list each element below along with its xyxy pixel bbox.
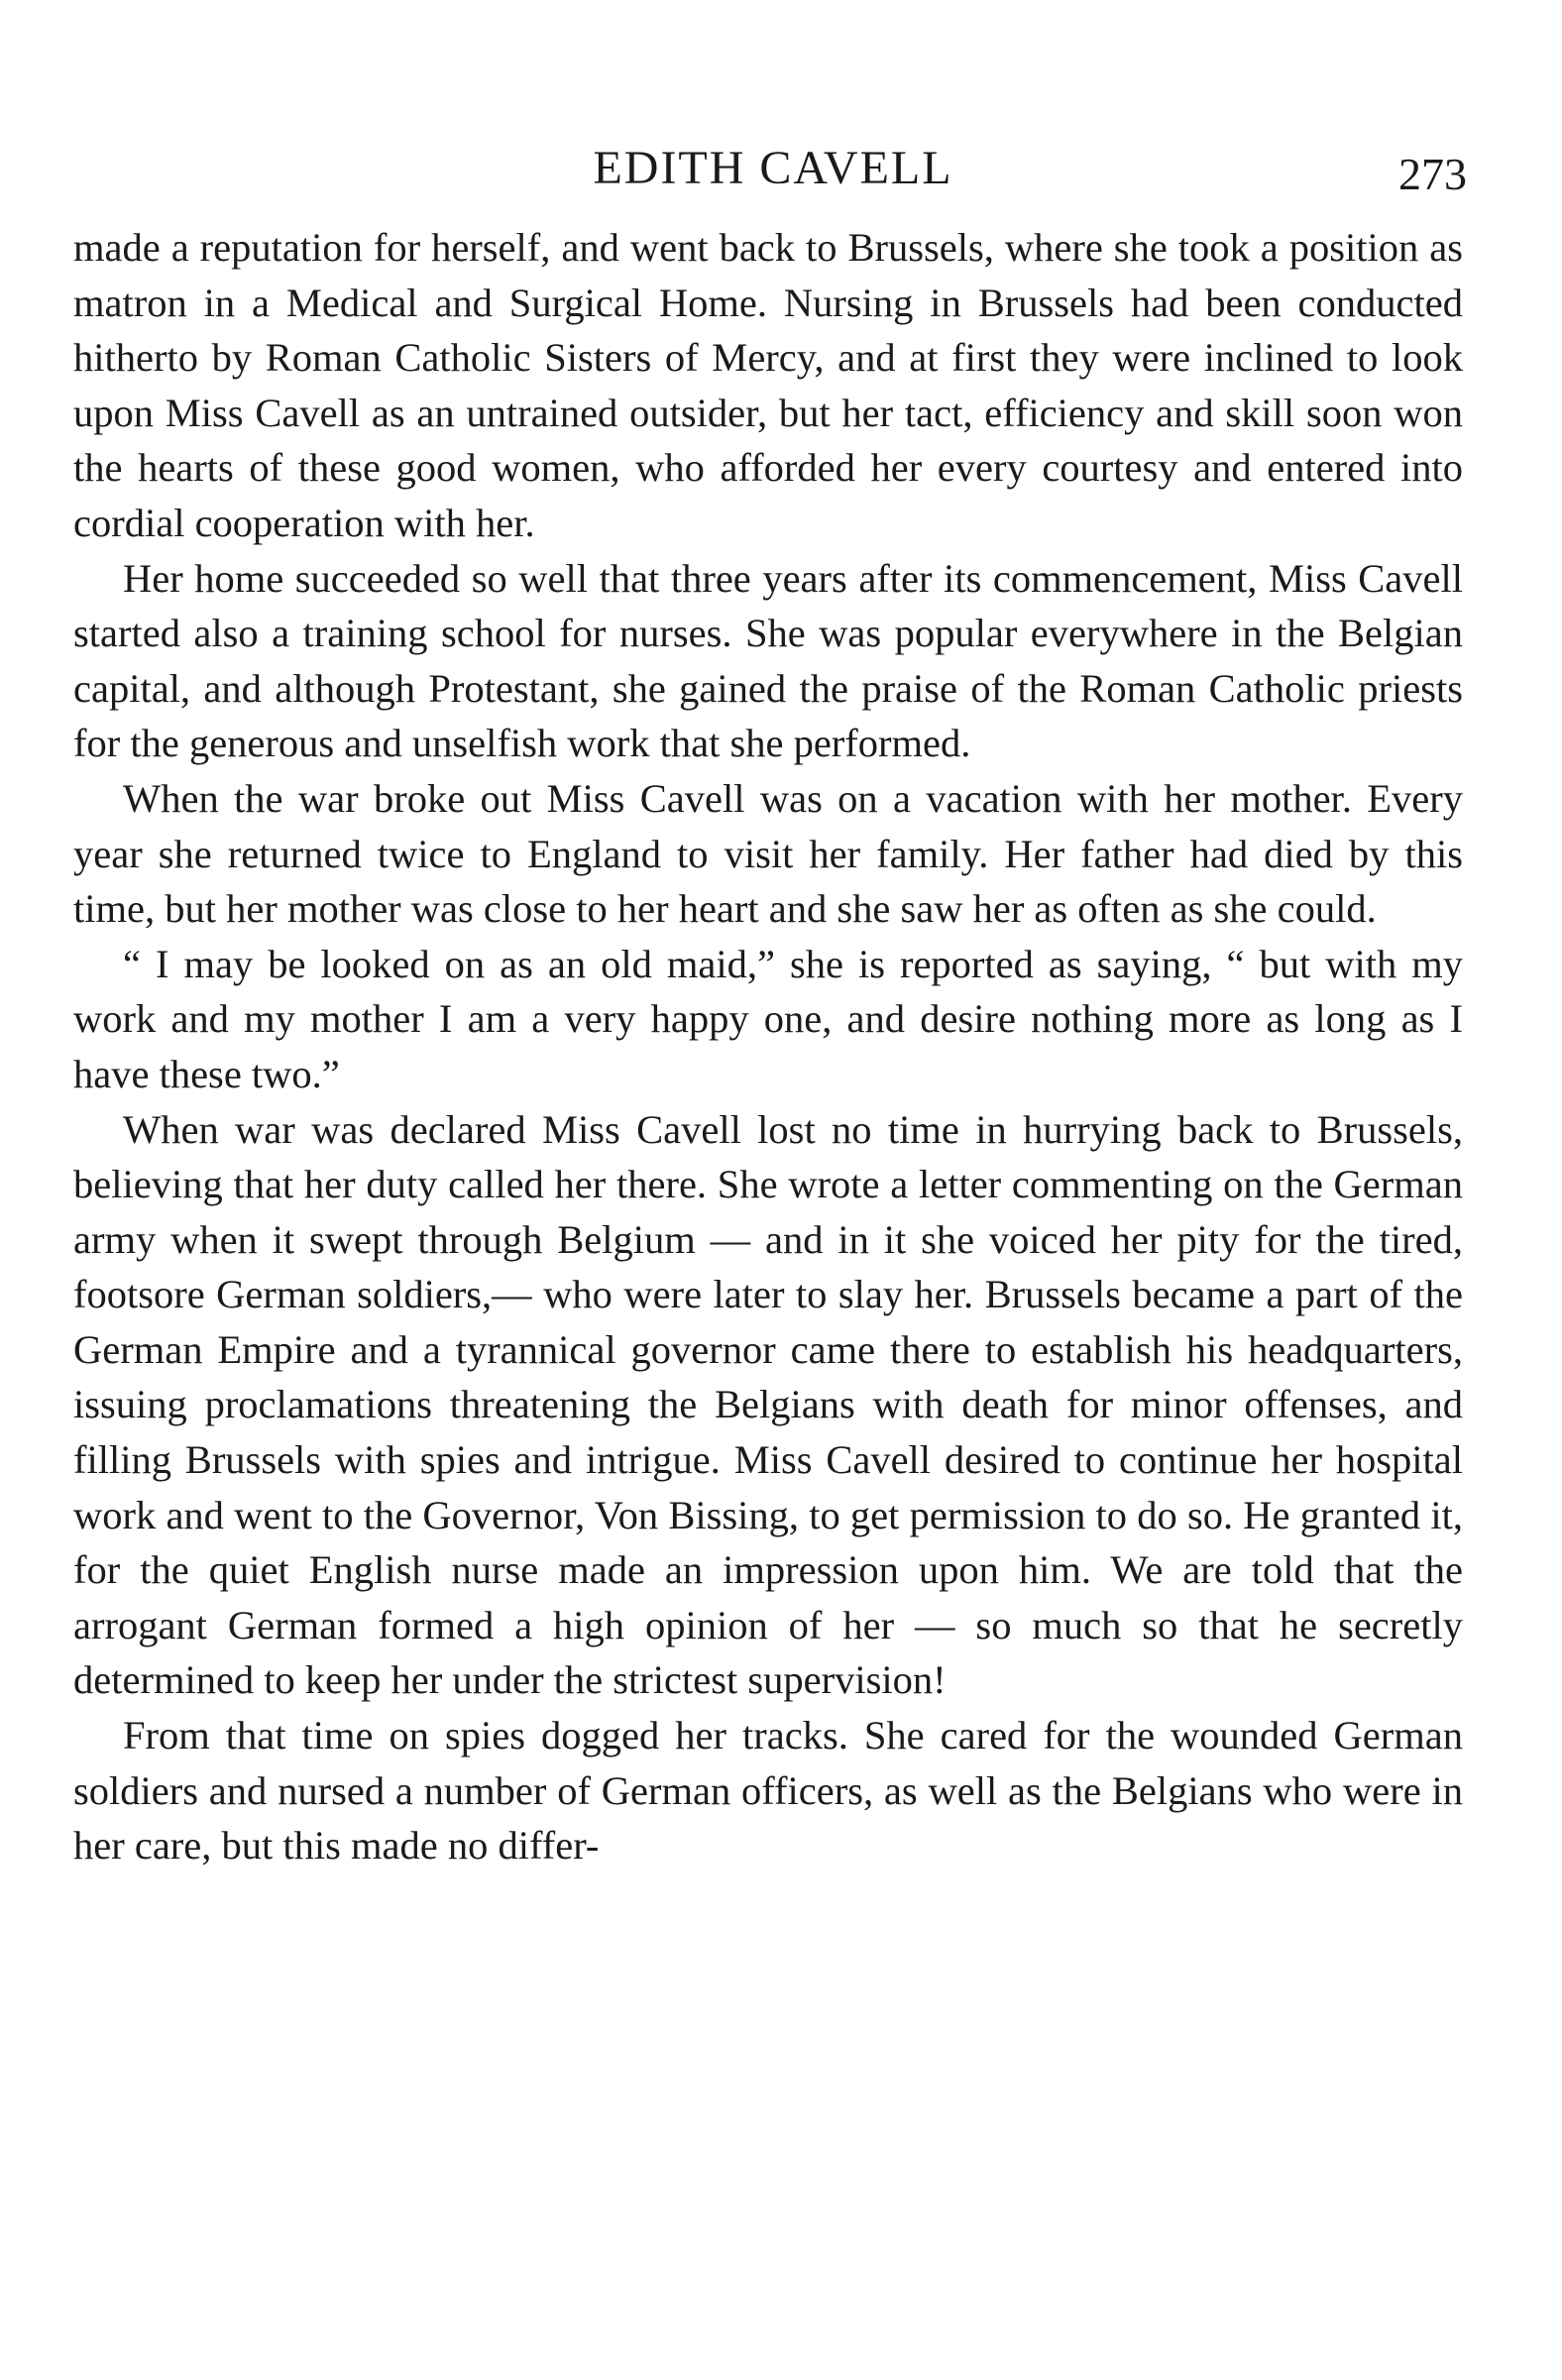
paragraph-3: When the war broke out Miss Cavell was on a vacation with her mother. Every year she returned twice to England to visit her family. Her father had died by this time, but her mother was close to her heart and she saw her as often as she could. — [73, 775, 1463, 932]
paragraph-4: “ I may be looked on as an old maid,” she is reported as saying, “ but with my work and my mother I am a very happy one, and desire nothing more as long as I have these two.” — [73, 941, 1463, 1096]
paragraph-2: Her home succeeded so well that three years after its commencement, Miss Cavell started also a training school for nurses. She was popular everywhere in the Belgian capital, and although Protestant, she gained the praise of the Roman Catholic priests for the generous and unselfish work that she performed. — [73, 555, 1463, 766]
page-number: 273 — [1398, 149, 1467, 199]
paragraph-6: From that time on spies dogged her tracks. She cared for the wounded German soldiers and nursed a number of German officers, as well as the Belgians who were in her care, but this made no differ- — [73, 1713, 1463, 1869]
page-header — [79, 139, 1467, 198]
paragraph-1: made a reputation for herself, and went back to Brussels, where she took a position as matron in a Medical and Surgical Home. Nursing in Brussels had been conducted hitherto by Roman Catholic Sisters of Mercy, and at first they were inclined to look upon Miss Cavell as an untrained outsider, but her tact, efficiency and skill soon won the hearts of these good women, who afforded her every courtesy and entered into cordial cooperation with her. — [73, 225, 1463, 545]
paragraph-5: When war was declared Miss Cavell lost no time in hurrying back to Brussels, believing that her duty called her there. She wrote a letter commenting on the German army when it swept through Belgium — and in it she voiced her pity for the tired, footsore German soldiers,— who were later to slay her. Brussels became a part of the German Empire and a tyrannical governor came there to establish his headquarters, issuing proclamations threatening the Belgians with death for minor offenses, and filling Brussels with spies and intrigue. Miss Cavell desired to continue her hospital work and went to the Governor, Von Bissing, to get permission to do so. He granted it, for the quiet English nurse made an impression upon him. We are told that the arrogant German formed a high opinion of her — so much so that he secretly determined to keep her under the strictest supervision! — [73, 1106, 1463, 1703]
running-title: EDITH CAVELL — [593, 142, 953, 194]
body-text — [73, 220, 1463, 1873]
